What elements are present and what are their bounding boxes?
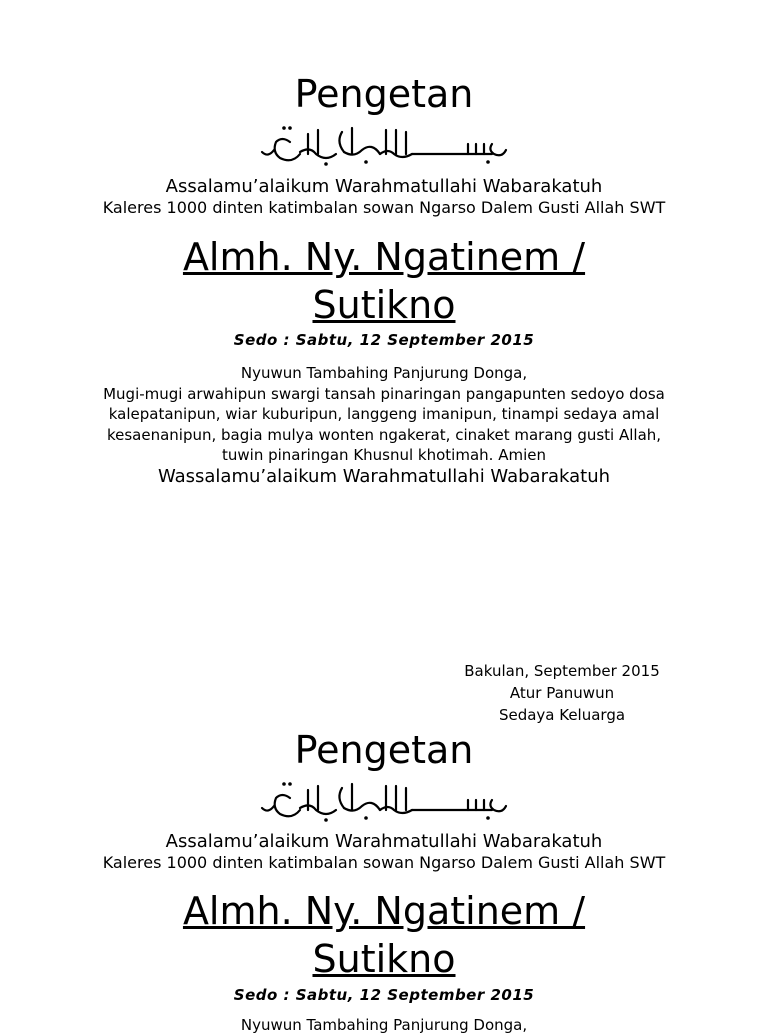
signoff-thanks: Atur Panuwun: [509, 684, 615, 702]
intro-text: Kaleres 1000 dinten katimbalan sowan Ngarso Dalem Gusti Allah SWT: [102, 853, 666, 872]
closing-text: Wassalamu’alaikum Warahmatullahi Wabarakatuh: [157, 466, 611, 487]
card-title: Pengetan: [294, 728, 474, 772]
prayer-line: kalepatanipun, wiar kuburipun, langgeng imanipun, tinampi sedaya amal: [108, 405, 660, 423]
name-line-1: Almh. Ny. Ngatinem /: [182, 235, 586, 279]
sedo-text: Sedo : Sabtu, 12 September 2015: [233, 986, 535, 1004]
deceased-name: [0, 887, 768, 983]
basmala-calligraphy: [256, 120, 512, 172]
sedo-date: [0, 985, 768, 1005]
prayer-line: kesaenanipun, bagia mulya wonten ngakerat, cinaket marang gusti Allah,: [106, 425, 662, 444]
prayer-line: Mugi-mugi arwahipun swargi tansah pinaringan pangapunten sedoyo dosa: [103, 384, 665, 403]
card-2: [0, 728, 768, 772]
prayer-line: Nyuwun Tambahing Panjurung Donga,: [240, 1016, 528, 1034]
prayer-block-partial: [0, 1015, 768, 1034]
card-title: Pengetan: [294, 72, 474, 116]
signoff-block: [420, 660, 704, 726]
sedo-text: Sedo : Sabtu, 12 September 2015: [233, 331, 535, 349]
greeting-text: Assalamu’alaikum Warahmatullahi Wabarakatuh: [165, 176, 603, 197]
greeting-block: [0, 831, 768, 873]
card-1: [0, 72, 768, 116]
prayer-block: [0, 363, 768, 466]
deceased-name: [0, 233, 768, 329]
prayer-line: Nyuwun Tambahing Panjurung Donga,: [240, 364, 528, 382]
prayer-line: tuwin pinaringan Khusnul khotimah. Amien: [222, 446, 546, 464]
name-line-2: Sutikno: [312, 283, 456, 327]
name-line-1: Almh. Ny. Ngatinem /: [182, 889, 586, 933]
signoff-place-date: Bakulan, September 2015: [464, 662, 660, 680]
signoff-family: Sedaya Keluarga: [498, 706, 626, 724]
name-line-2: Sutikno: [312, 937, 456, 981]
basmala-calligraphy: [256, 776, 512, 828]
intro-text: Kaleres 1000 dinten katimbalan sowan Ngarso Dalem Gusti Allah SWT: [102, 198, 666, 217]
greeting-block: [0, 176, 768, 218]
closing-block: [0, 466, 768, 488]
sedo-date: [0, 330, 768, 350]
greeting-text: Assalamu’alaikum Warahmatullahi Wabarakatuh: [165, 831, 603, 852]
